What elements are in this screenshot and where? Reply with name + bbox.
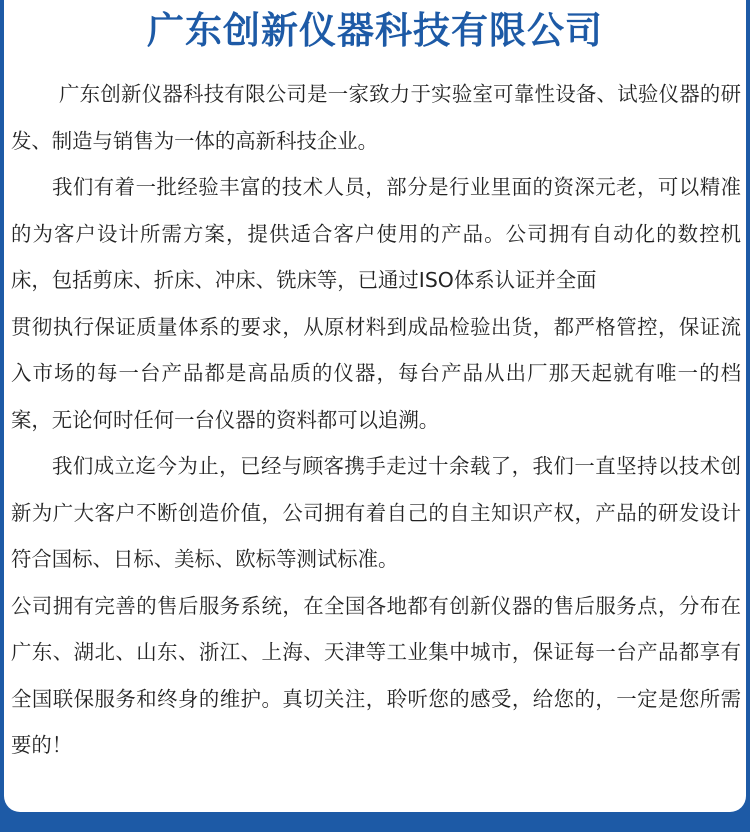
content-card xyxy=(4,0,746,812)
paragraph-team: 我们有着一批经验丰富的技术人员，部分是行业里面的资深元老，可以精准的为客户设计所需方案，提供适合客户使用的产品。公司拥有自动化的数控机床，包括剪床、折床、冲床、铣床等，已通过ISO体系认证并全面 xyxy=(11,175,741,292)
paragraph-service: 公司拥有完善的售后服务系统，在全国各地都有创新仪器的售后服务点，分布在广东、湖北、山东、浙江、上海、天津等工业集中城市，保证每一台产品都享有全国联保服务和终身的维护。真切关注，聆听您的感受，给您的，一定是您所需要的！ xyxy=(11,593,741,757)
paragraph-intro: 广东创新仪器科技有限公司是一家致力于实验室可靠性设备、试验仪器的研发、制造与销售为一体的高新科技企业。 xyxy=(11,82,741,153)
paragraph-history: 我们成立迄今为止，已经与顾客携手走过十余载了，我们一直坚持以技术创新为广大客户不断创造价值，公司拥有着自己的自主知识产权，产品的研发设计符合国标、日标、美标、欧标等测试标准。 xyxy=(11,454,741,571)
page-title: 广东创新仪器科技有限公司 xyxy=(147,9,603,52)
article-body xyxy=(11,71,741,769)
paragraph-quality: 贯彻执行保证质量体系的要求，从原材料到成品检验出货，都严格管控，保证流入市场的每一台产品都是高品质的仪器，每台产品从出厂那天起就有唯一的档案，无论何时任何一台仪器的资料都可以追溯。 xyxy=(11,314,741,432)
